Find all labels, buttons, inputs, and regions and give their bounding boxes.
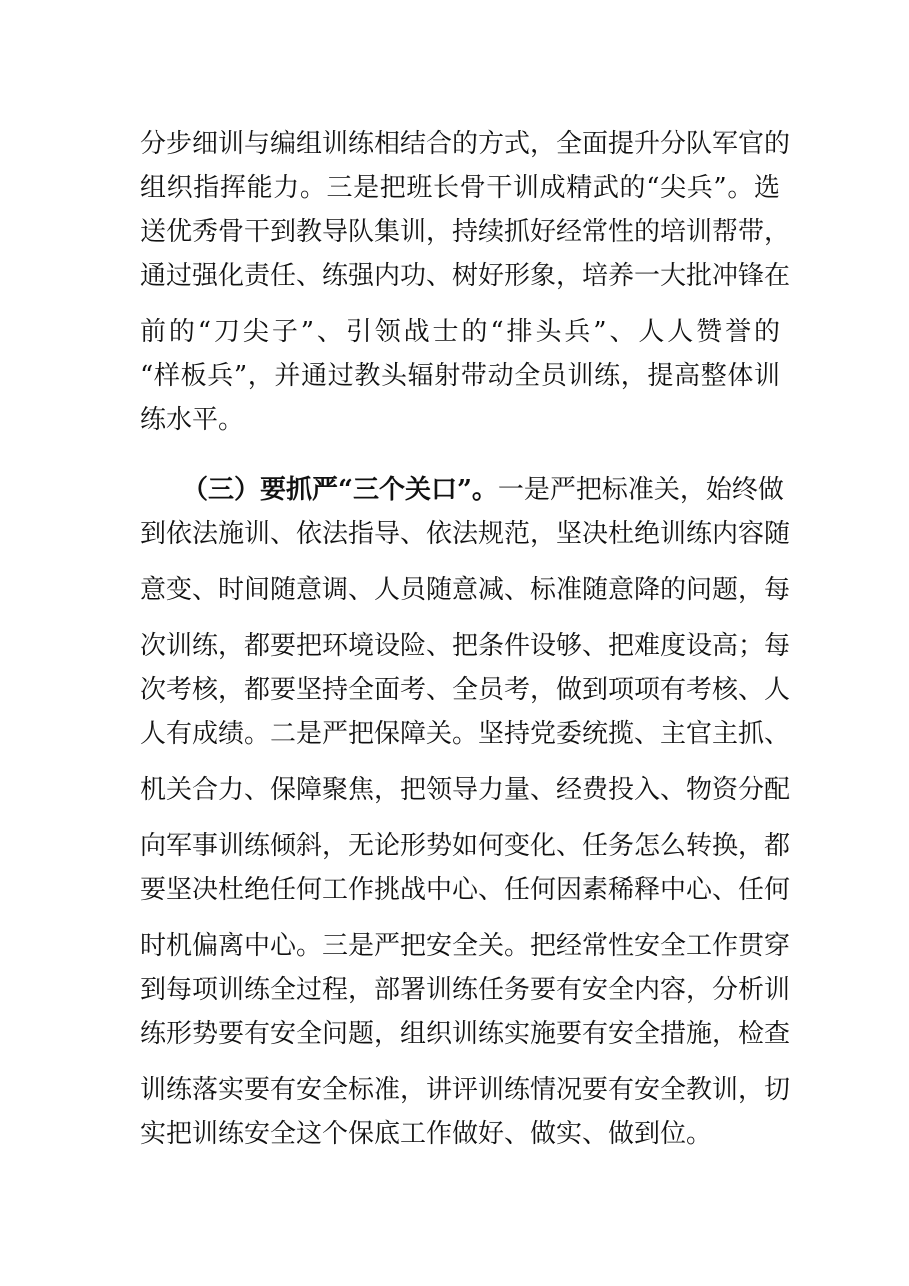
text-line: 通过强化责任、练强内功、树好形象，培养一大批冲锋在	[140, 261, 791, 291]
text-line: 机关合力、保障聚焦，把领导力量、经费投入、物资分配	[140, 775, 791, 805]
text-line: 实把训练安全这个保底工作做好、做实、做到位。	[140, 1119, 713, 1149]
text-line: 到依法施训、依法指导、依法规范，坚决杜绝训练内容随	[140, 519, 791, 549]
text-line: 次训练，都要把环境设险、把条件设够、把难度设高；每	[140, 631, 791, 661]
text-line: 次考核，都要坚持全面考、全员考，做到项项有考核、人	[140, 675, 791, 705]
text-line: 练水平。	[140, 405, 245, 435]
text-line: 时机偏离中心。三是严把安全关。把经常性安全工作贯穿	[140, 931, 791, 961]
text-line: 前的“刀尖子”、引领战士的“排头兵”、人人赞誉的	[140, 317, 780, 347]
text-line: 到每项训练全过程，部署训练任务要有安全内容，分析训	[140, 975, 791, 1005]
text-line: 要坚决杜绝任何工作挑战中心、任何因素稀释中心、任何	[140, 875, 791, 905]
text-line: 分步细训与编组训练相结合的方式，全面提升分队军官的	[140, 129, 791, 159]
section-heading: （三）要抓严“三个关口”。	[182, 475, 498, 505]
text-line: 向军事训练倾斜，无论形势如何变化、任务怎么转换，都	[140, 831, 791, 861]
text-line: 训练落实要有安全标准，讲评训练情况要有安全教训，切	[140, 1075, 791, 1105]
text-line	[182, 474, 784, 506]
text-line: “样板兵”，并通过教头辐射带动全员训练，提高整体训	[140, 361, 780, 391]
text-line: 意变、时间随意调、人员随意减、标准随意降的问题，每	[140, 575, 791, 605]
text-line: 练形势要有安全问题，组织训练实施要有安全措施，检查	[140, 1019, 791, 1049]
text-line: 送优秀骨干到教导队集训，持续抓好经常性的培训帮带，	[140, 217, 791, 247]
text-line: 组织指挥能力。三是把班长骨干训成精武的“尖兵”。选	[140, 173, 780, 203]
heading-line-rest: 一是严把标准关，始终做	[497, 475, 784, 505]
text-line: 人有成绩。二是严把保障关。坚持党委统揽、主官主抓、	[140, 719, 791, 749]
